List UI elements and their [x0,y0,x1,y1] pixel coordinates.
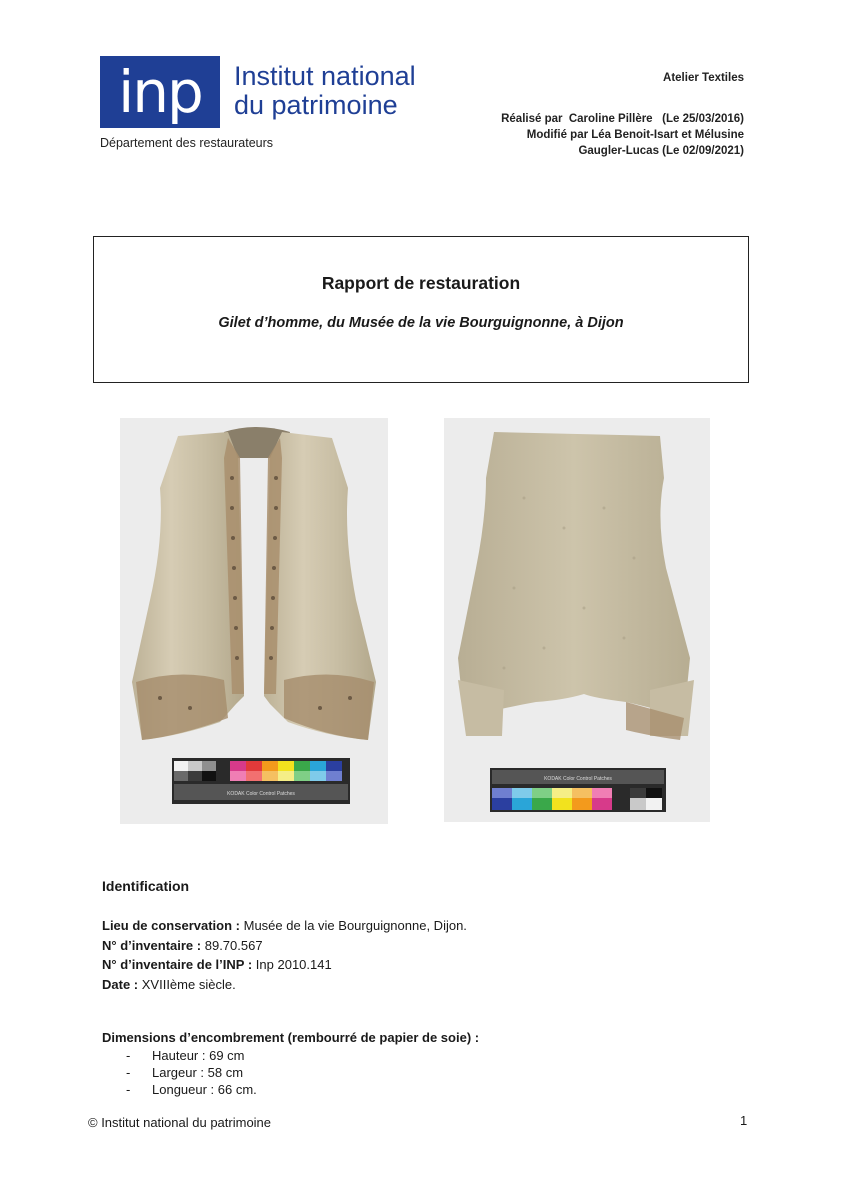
logo-line-2: du patrimoine [234,90,398,120]
credits [501,111,744,159]
report-subtitle: Gilet d’homme, du Musée de la vie Bourguignonne, à Dijon [218,315,624,331]
dimension-item [126,1064,257,1081]
footer-copyright: © Institut national du patrimoine [88,1115,272,1130]
field-date [102,975,467,995]
dimensions-list [126,1047,257,1098]
waistcoat-front-photo [120,418,388,824]
list-dash: - [126,1082,131,1097]
inp-logo-text [234,62,416,120]
waistcoat-back-photo [444,418,710,822]
field-value: Inp 2010.141 [255,957,332,972]
field-inventaire-inp [102,955,467,975]
identification-fields [102,916,467,994]
inp-logo-mark: inp [100,56,220,128]
page-number: 1 [740,1113,748,1128]
credit-line-1: Réalisé par Caroline Pillère (Le 25/03/2016) [501,113,744,125]
field-value: Musée de la vie Bourguignonne, Dijon. [243,918,467,933]
dimension-text: Hauteur : 69 cm [152,1048,245,1063]
field-lieu [102,916,467,936]
credit-line-2: Modifié par Léa Benoit-Isart et Mélusine [526,129,744,141]
field-value: XVIIIème siècle. [141,976,236,992]
list-dash: - [126,1065,131,1080]
dimensions-heading: Dimensions d’encombrement (rembourré de papier de soie) : [102,1030,480,1045]
dimension-item [126,1047,257,1064]
front-ruler-text: KODAK Color Control Patches [227,791,295,797]
credit-line-3: Gaugler-Lucas (Le 02/09/2021) [578,145,744,157]
field-label: Date : [102,976,139,992]
dimension-item [126,1081,257,1098]
dimension-text: Largeur : 58 cm [152,1065,244,1080]
field-inventaire [102,936,467,956]
field-label: Lieu de conservation : [102,918,240,933]
report-title-box [93,236,749,383]
back-ruler-text: KODAK Color Control Patches [544,776,612,782]
report-title: Rapport de restauration [321,273,521,293]
field-label: N° d’inventaire de l’INP : [102,957,253,972]
logo-line-1: Institut national [234,61,416,91]
dimension-text: Longueur : 66 cm. [152,1082,257,1097]
list-dash: - [126,1048,131,1063]
field-label: N° d’inventaire : [102,937,202,953]
atelier-label: Atelier Textiles [663,72,744,84]
field-value: 89.70.567 [204,937,263,953]
department-label: Département des restaurateurs [100,136,274,150]
identification-heading: Identification [102,878,190,894]
